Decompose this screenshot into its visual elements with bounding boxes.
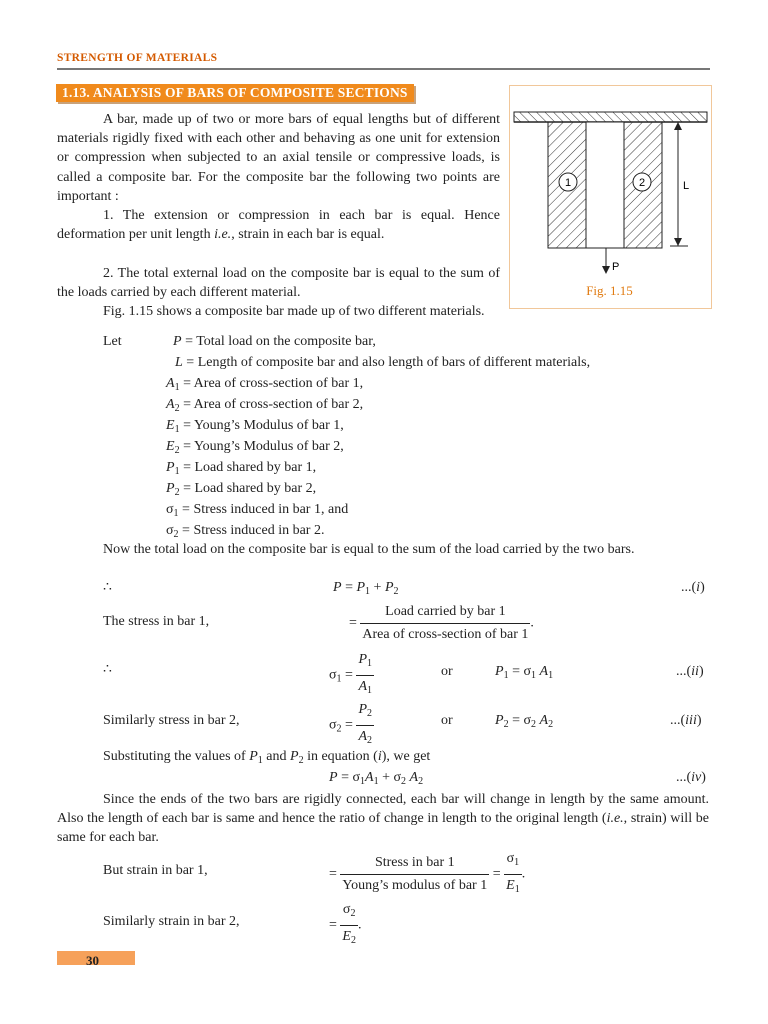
definition-item xyxy=(175,353,590,373)
equation-2-tag: ...(ii) xyxy=(676,664,704,679)
strain-bar2-equation: = $\frac{\sigma_2}{E_2}$ . xyxy=(329,902,362,946)
figure-caption: Fig. 1.15 xyxy=(586,283,633,298)
definition-symbol: $P_1$ xyxy=(166,460,180,477)
load-label: P xyxy=(612,261,620,273)
load-arrow-icon xyxy=(602,266,610,274)
substituting-text: Substituting the values of $P_1$ and $P_2$ in equation (i), we get xyxy=(103,749,431,766)
definition-symbol: $E_2$ xyxy=(166,439,180,456)
page-number: 30 xyxy=(86,953,99,968)
definition-text: = Total load on the composite bar, xyxy=(181,334,376,349)
definition-text: = Area of cross-section of bar 2, xyxy=(179,397,364,412)
definition-symbol: P xyxy=(173,334,182,349)
equation-4-tag: ...(iv) xyxy=(676,770,706,785)
definition-symbol: $A_2$ xyxy=(166,397,180,414)
equation-4: $P = \sigma_1A_1 + \sigma_2$ $A_2$ xyxy=(329,770,424,787)
strain-bar1-label: But strain in bar 1, xyxy=(103,863,208,878)
strain-denominator: Young’s modulus of bar 1 xyxy=(342,878,488,893)
equation-2-left: $\sigma_1$ = $\frac{P_1}{A_1}$ xyxy=(329,652,373,696)
strain-bar1-equation: = $\frac{\text{Stress in bar 1}}{\text{Young’s modulus of bar 1}}$ = $\frac{\sigma_1}{E_1}$ . xyxy=(329,851,526,895)
stress-bar1-label: The stress in bar 1, xyxy=(103,614,210,629)
definition-text: = Stress induced in bar 1, and xyxy=(178,502,349,517)
fixed-support xyxy=(514,112,707,122)
stress-bar1-equation: = $\frac{\text{Load carried by bar 1}}{\text{Area of cross-section of bar 1}}$ . xyxy=(349,602,534,645)
equation-3-right: $P_2 = \sigma_2$ $A_2$ xyxy=(495,713,554,730)
definition-symbol: $\sigma_1$ xyxy=(166,502,179,519)
equation-3-tag: ...(iii) xyxy=(670,713,702,728)
equation-1: $P = P_1 + P_2$ xyxy=(333,580,399,597)
section-title: 1.13. ANALYSIS OF BARS OF COMPOSITE SECTIONS xyxy=(56,84,414,102)
figure-box xyxy=(509,85,712,309)
definition-text: = Load shared by bar 1, xyxy=(179,460,317,475)
intro-paragraph-1: A bar, made up of two or more bars of equal lengths but of different materials rigidly fixed with each other and behaving as one unit for extension or compression when subjected to an axial tensile or compressive loads, is called a composite bar. For the composite bar the following two points are important : xyxy=(57,112,500,204)
definition-text: = Load shared by bar 2, xyxy=(179,481,317,496)
therefore-1: ∴ xyxy=(103,580,112,595)
length-label: L xyxy=(683,180,690,192)
stress-denominator: Area of cross-section of bar 1 xyxy=(362,627,529,642)
bar-1-label: 1 xyxy=(564,177,572,189)
stress-numerator: Load carried by bar 1 xyxy=(360,602,530,624)
running-header: STRENGTH OF MATERIALS xyxy=(57,52,218,64)
equation-2-right: $P_1 = \sigma_1$ $A_1$ xyxy=(495,664,554,681)
header-rule xyxy=(57,68,710,70)
let-label: Let xyxy=(103,334,122,349)
similarly-stress2-label: Similarly stress in bar 2, xyxy=(103,713,240,728)
bar-2-label: 2 xyxy=(638,177,646,189)
definition-symbol: $A_1$ xyxy=(166,376,180,393)
definition-text: = Stress induced in bar 2. xyxy=(178,523,325,538)
strain-bar2-label: Similarly strain in bar 2, xyxy=(103,914,240,929)
or-1: or xyxy=(441,664,453,679)
definition-item xyxy=(173,332,376,352)
equation-1-tag: ...(i) xyxy=(681,580,705,595)
rigid-ends-paragraph: Since the ends of the two bars are rigidly connected, each bar will change in length by the same amount. Also the length of each bar is same and hence the ratio of change in length to the original length (i.e., strain) will be same for each bar. xyxy=(57,792,709,846)
or-2: or xyxy=(441,713,453,728)
definition-text: = Length of composite bar and also length of bars of different materials, xyxy=(182,355,591,370)
bar-center xyxy=(586,122,624,248)
definition-symbol: $P_2$ xyxy=(166,481,180,498)
equation-3-left: $\sigma_2$ = $\frac{P_2}{A_2}$ xyxy=(329,702,373,746)
intro-paragraph-3: 2. The total external load on the composite bar is equal to the sum of the loads carried by each different material. xyxy=(57,266,500,301)
definition-text: = Young’s Modulus of bar 1, xyxy=(179,418,344,433)
definition-text: = Area of cross-section of bar 1, xyxy=(179,376,364,391)
total-load-paragraph: Now the total load on the composite bar is equal to the sum of the load carried by the two bars. xyxy=(103,542,635,557)
definition-symbol: $\sigma_2$ xyxy=(166,523,179,540)
definition-symbol: L xyxy=(175,355,183,370)
intro-paragraph-4: Fig. 1.15 shows a composite bar made up of two different materials. xyxy=(103,304,485,319)
strain-numerator: Stress in bar 1 xyxy=(340,853,489,875)
therefore-2: ∴ xyxy=(103,662,112,677)
intro-paragraph-2: 1. The extension or compression in each bar is equal. Hence deformation per unit length i.e., strain in each bar is equal. xyxy=(57,208,500,243)
definition-symbol: $E_1$ xyxy=(166,418,180,435)
composite-bar-diagram xyxy=(510,86,711,308)
definition-text: = Young’s Modulus of bar 2, xyxy=(179,439,344,454)
